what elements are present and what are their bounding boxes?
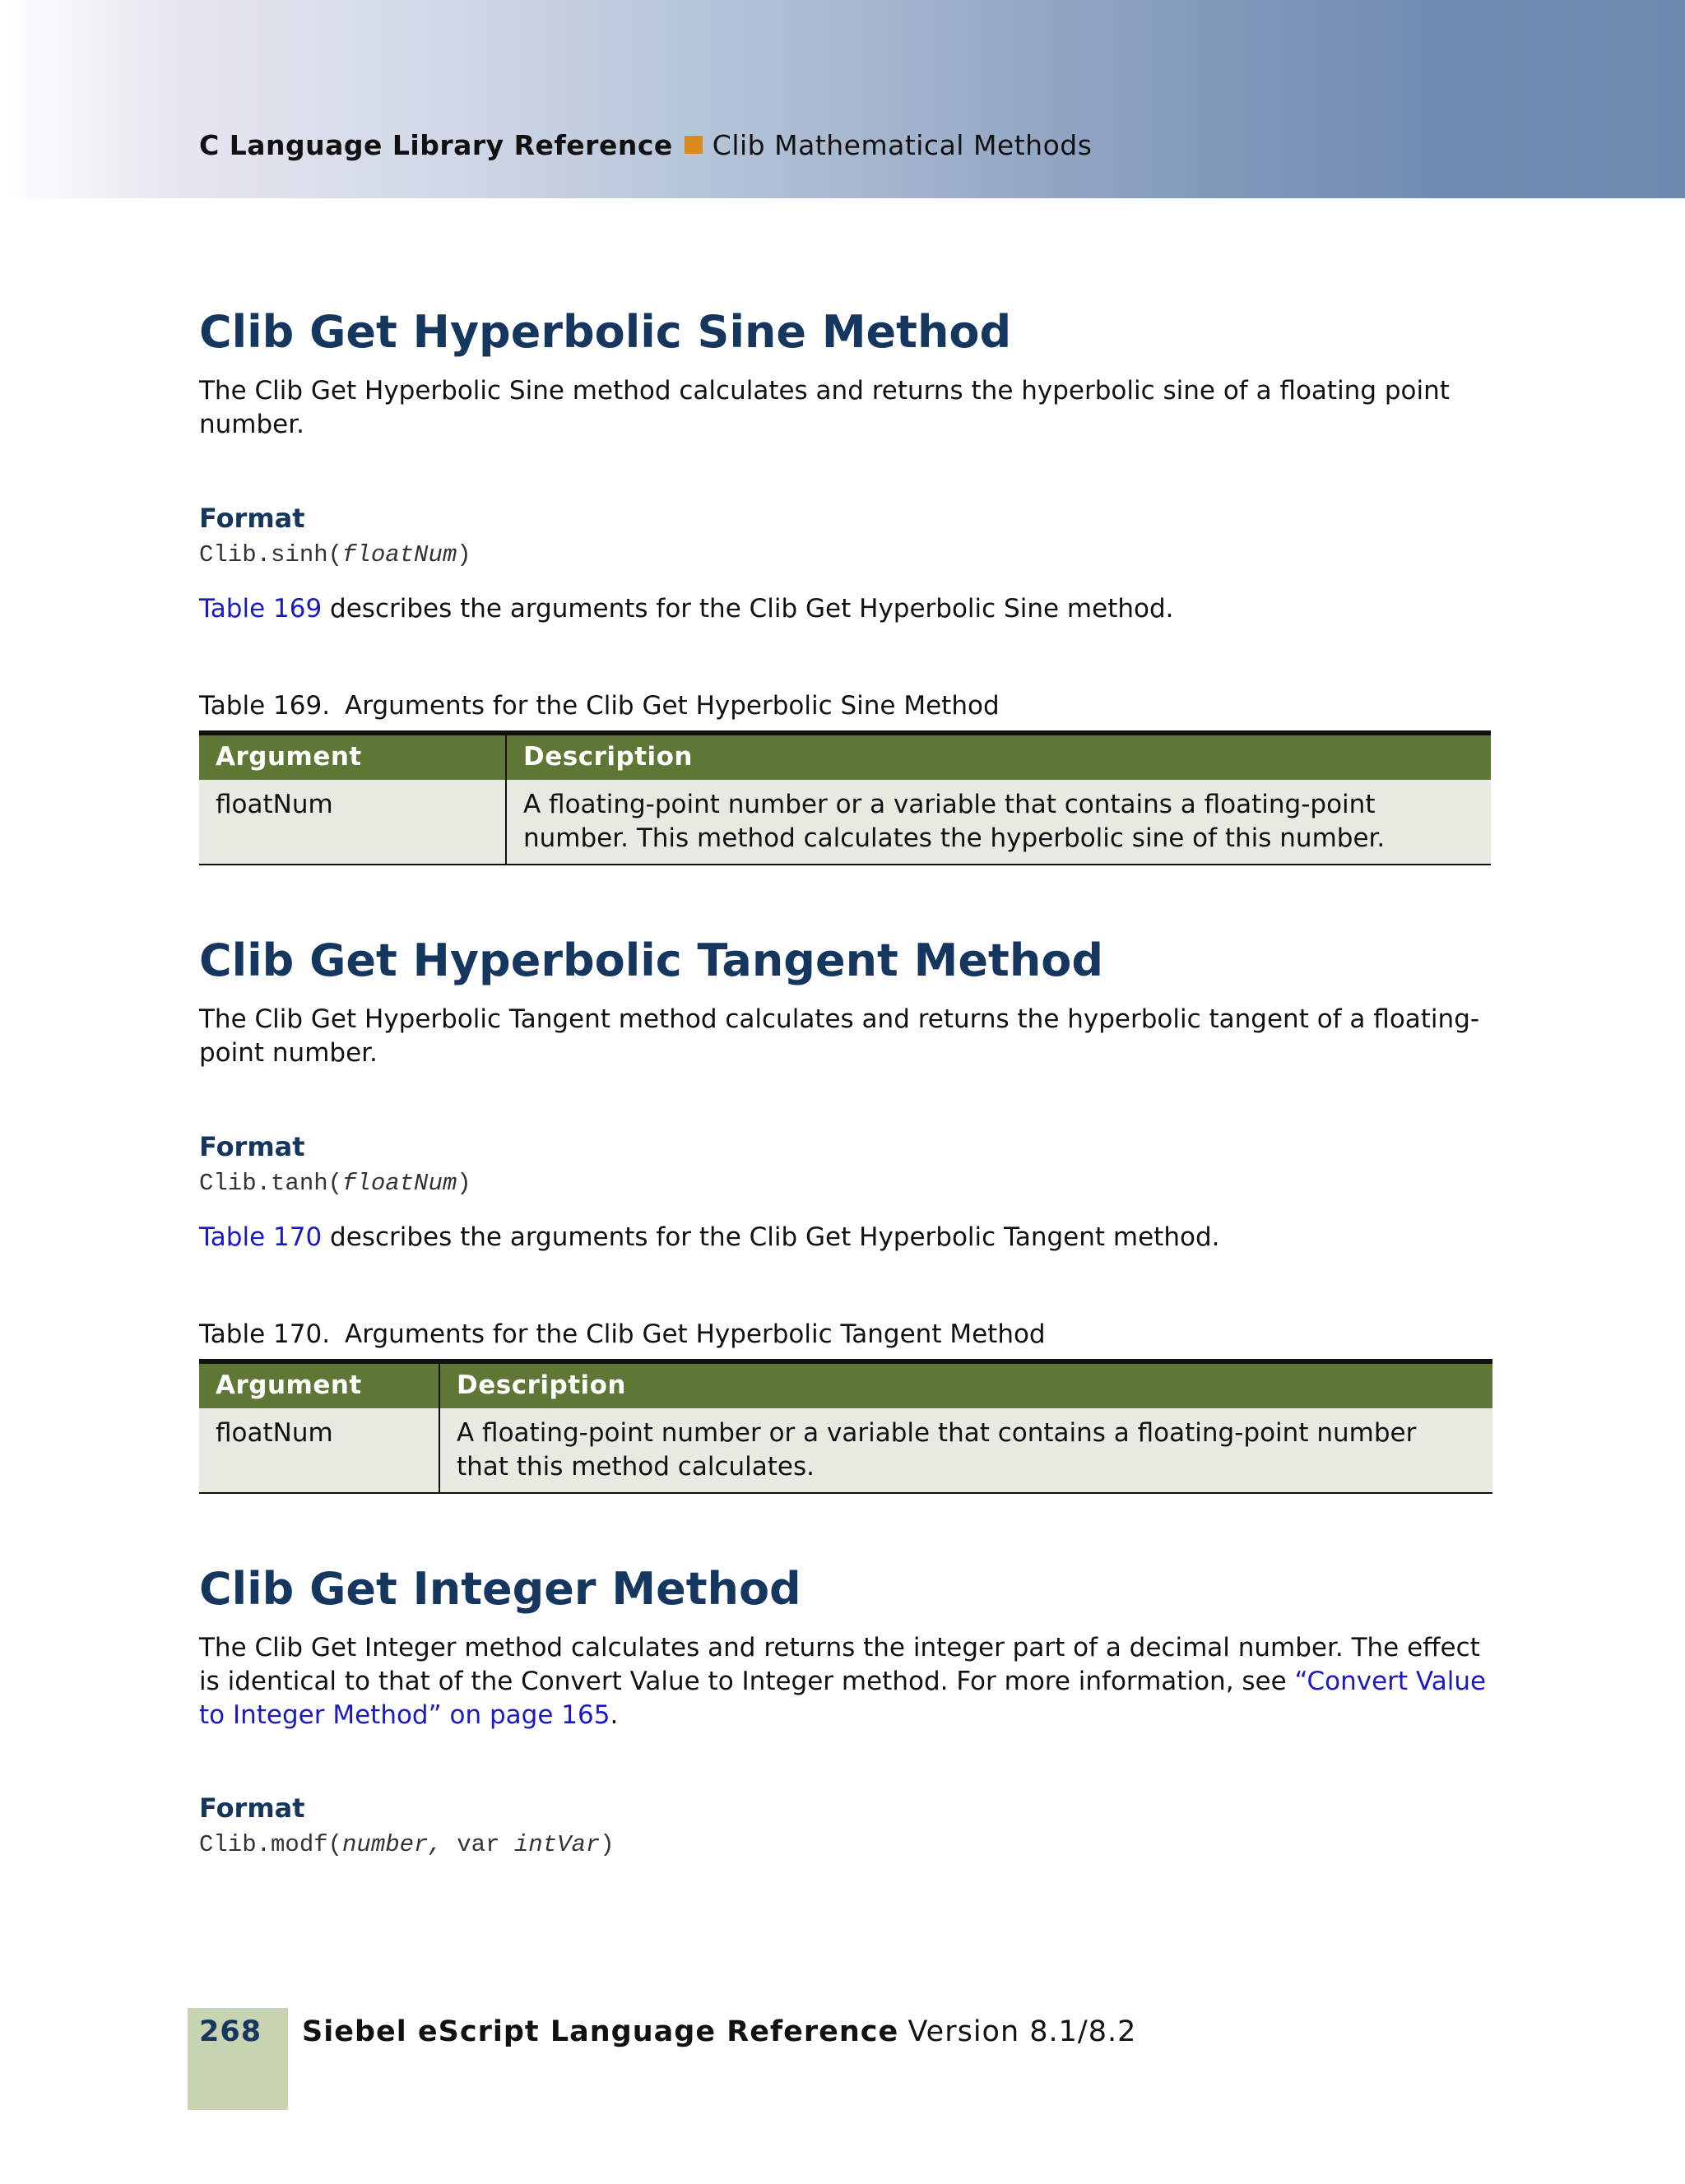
table-number: Table 169. [199,691,331,721]
description-cell: A floating-point number or a variable that contains a floating-point number that this method calculates. [439,1408,1492,1493]
column-header-description: Description [506,733,1491,780]
section-title: Clib Get Hyperbolic Sine Method [199,306,1012,358]
format-heading: Format [199,503,305,534]
table-number: Table 170. [199,1319,331,1349]
table-caption [199,689,1000,722]
table-caption [199,1318,1046,1351]
format-code [199,1169,471,1199]
code-text: ) [457,541,471,568]
table-reference-paragraph [199,1221,1492,1254]
cross-reference-link[interactable]: “Convert Value to Integer Method” on page 165 [199,1667,1487,1730]
table-reference-paragraph [199,592,1492,626]
code-text: Clib.sinh( [199,541,343,568]
argument-cell: floatNum [199,1408,439,1493]
running-head-chapter: C Language Library Reference [199,129,673,161]
section-intro: The Clib Get Hyperbolic Tangent method calculates and returns the hyperbolic tangent of a floating-point number. [199,1004,1480,1068]
table-header-row [199,733,1491,780]
code-argument: number, [342,1831,443,1858]
table-reference-text: describes the arguments for the Clib Get Hyperbolic Tangent method. [322,1222,1220,1252]
code-text: Clib.tanh( [199,1170,343,1197]
book-version: Version 8.1/8.2 [907,2015,1137,2048]
code-argument: intVar [513,1831,601,1858]
format-heading: Format [199,1131,305,1162]
book-title: Siebel eScript Language Reference [302,2015,899,2048]
table-caption-text: Arguments for the Clib Get Hyperbolic Sine Method [345,691,1000,721]
section-intro: The Clib Get Hyperbolic Sine method calculates and returns the hyperbolic sine of a floating point number. [199,376,1450,439]
arguments-table [199,1359,1492,1494]
running-head [199,128,1092,164]
description-cell: A floating-point number or a variable that contains a floating-point number. This method calculates the hyperbolic sine of this number. [506,780,1491,865]
section-title: Clib Get Integer Method [199,1563,801,1615]
table-header-row [199,1361,1492,1408]
intro-text: The Clib Get Integer method calculates and returns the integer part of a decimal number. The effect is identical to that of the Convert Value to Integer method. For more information, see [199,1633,1480,1696]
running-head-section: Clib Mathematical Methods [712,129,1093,161]
argument-cell: floatNum [199,780,506,865]
table-reference-text: describes the arguments for the Clib Get Hyperbolic Sine method. [322,594,1174,624]
code-argument: floatNum [342,541,457,568]
column-header-argument: Argument [199,733,506,780]
section-title: Clib Get Hyperbolic Tangent Method [199,934,1104,986]
code-text: var [442,1831,514,1858]
code-text: ) [457,1170,471,1197]
intro-text: . [610,1700,619,1730]
arguments-table [199,730,1491,865]
format-heading: Format [199,1792,305,1824]
section-intro [199,1631,1492,1732]
format-code [199,540,471,570]
column-header-argument: Argument [199,1361,439,1408]
table-link[interactable]: Table 170 [199,1222,323,1252]
table-caption-text: Arguments for the Clib Get Hyperbolic Tangent Method [345,1319,1046,1349]
header-band [0,0,1685,198]
footer-title [302,2014,1136,2050]
code-argument: floatNum [342,1170,457,1197]
table-row [199,780,1491,865]
format-code [199,1830,615,1860]
page-number: 268 [199,2015,262,2048]
separator-square-icon [685,136,703,154]
column-header-description: Description [439,1361,1492,1408]
code-text: Clib.modf( [199,1831,343,1858]
code-text: ) [600,1831,615,1858]
table-link[interactable]: Table 169 [199,594,323,624]
table-row [199,1408,1492,1493]
